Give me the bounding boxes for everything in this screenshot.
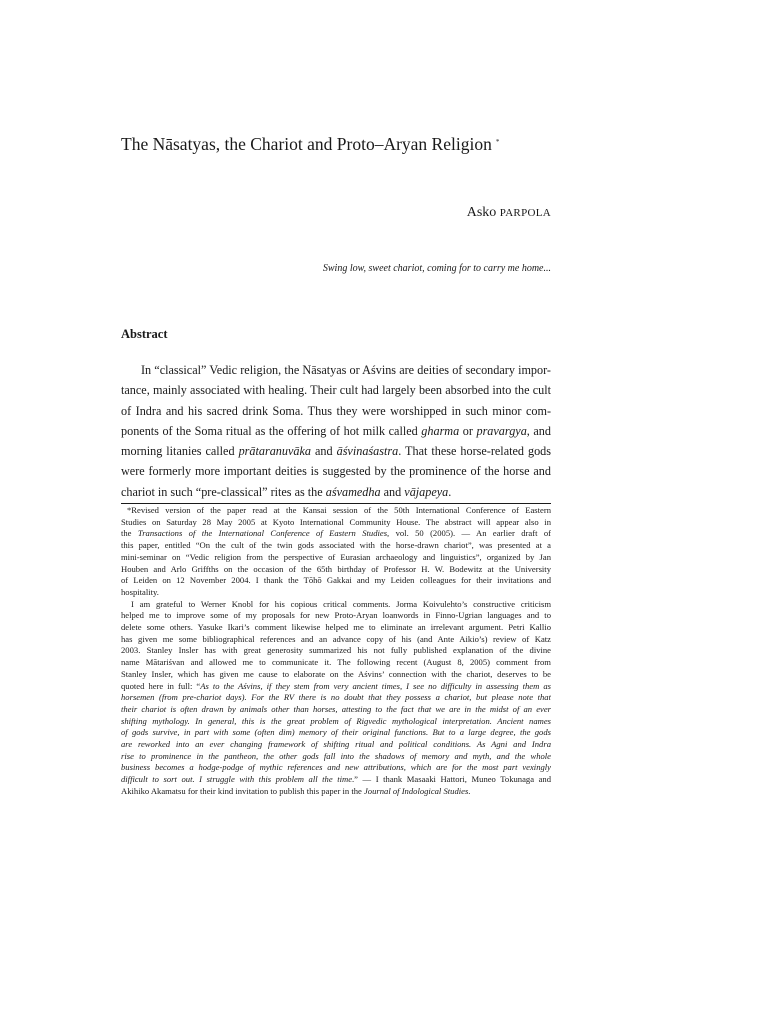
abstract-line bbox=[121, 401, 551, 421]
italic-run: As to the Aśvins, if they stem from very ancient times, I see no difficulty in assessing them as bbox=[200, 680, 551, 691]
footnote-line bbox=[121, 528, 551, 540]
text-run: , and bbox=[526, 423, 551, 438]
abstract-heading: Abstract bbox=[121, 327, 168, 341]
abstract-body bbox=[121, 360, 551, 502]
footnote-line bbox=[121, 681, 551, 693]
italic-run: shifting mythology. In general, this is the great problem of Rigvedic mythological interpretation. Ancient names bbox=[121, 715, 551, 726]
footnote-line bbox=[121, 540, 551, 552]
footnote-line bbox=[121, 727, 551, 739]
italic-run: Journal of Indological Studies bbox=[363, 785, 469, 796]
text-run: and bbox=[311, 444, 337, 459]
text-run: were formerly more important deities is suggested by the prominence of the horse and bbox=[121, 464, 551, 479]
footnote-line bbox=[121, 634, 551, 646]
footnote-line bbox=[121, 587, 551, 599]
text-run: Studies on Saturday 28 May 2005 at Kyoto International Community House. The abstract will appear also in bbox=[121, 516, 551, 527]
abstract-line bbox=[121, 421, 551, 441]
footnote-line bbox=[121, 657, 551, 669]
title-footnote-mark: * bbox=[495, 138, 500, 146]
text-run: tance, mainly associated with healing. Their cult had largely been absorbed into the cult bbox=[121, 383, 551, 398]
text-run: the bbox=[121, 528, 138, 539]
text-run: . That these horse-related gods bbox=[398, 444, 551, 459]
text-run: this paper, entitled “On the cult of the twin gods associated with the horse-drawn chariot”, was presented at a bbox=[121, 540, 551, 551]
italic-run: vājapeya bbox=[404, 484, 449, 499]
text-run: vol. 50 (2005). — An earlier draft of bbox=[389, 528, 551, 539]
text-run: In “classical” Vedic religion, the Nāsatyas or Aśvins are deities of secondary impor- bbox=[141, 363, 551, 377]
text-run: name Mātariśvan and allowed me to communicate it. The following recent (August 8, 2005) comment from bbox=[121, 657, 551, 668]
italic-run: are reworked into an ever changing framework of shifting ritual and political conditions. As Agni and Indra bbox=[121, 739, 551, 750]
footnote-line bbox=[121, 762, 551, 774]
text-run: of Leiden on 12 November 2004. I thank the Tōhō Gakkai and my Leiden colleagues for their invitations and bbox=[121, 575, 551, 586]
italic-run: prātaranuvāka bbox=[238, 444, 312, 459]
text-run: has given me some bibliographical references and an advance copy of his (and Ante Aikio’s) review of Katz bbox=[121, 633, 551, 644]
text-run: Stanley Insler, which has given me cause to elaborate on the Aśvins’ connection with the chariot, deserves to be bbox=[121, 668, 551, 679]
abstract-line bbox=[121, 461, 551, 481]
footnote-line bbox=[121, 739, 551, 751]
paper-title-text: The Nāsatyas, the Chariot and Proto–Aryan Religion bbox=[121, 134, 492, 154]
text-run: quoted here in full: “ bbox=[121, 680, 201, 691]
author-given-name: Asko bbox=[466, 205, 497, 220]
text-run: .” — I thank Masaaki Hattori, Muneo Tokunaga and bbox=[352, 774, 551, 785]
footnote-line bbox=[121, 599, 551, 611]
italic-run: rise to prominence in the pantheon, the other gods fall into the shadows of memory and myth, and the whole bbox=[121, 750, 551, 761]
footnote-line bbox=[121, 692, 551, 704]
italic-run: horsemen (from pre-chariot days). For the RV there is no doubt that they possess a chariot, but please note that bbox=[121, 692, 551, 703]
italic-run: āśvinaśastra bbox=[336, 444, 399, 459]
footnote-line bbox=[121, 669, 551, 681]
footnotes bbox=[121, 503, 551, 798]
text-run: . bbox=[468, 785, 471, 796]
epigraph: Swing low, sweet chariot, coming for to carry me home... bbox=[322, 263, 551, 274]
text-run: *Revised version of the paper read at the Kansai session of the 50th International Conference of Eastern bbox=[127, 505, 551, 515]
abstract-line bbox=[121, 441, 551, 461]
text-run: mini-seminar on “Vedic religion from the perspective of Eurasian archaeology and linguistics”, organized by Jan bbox=[121, 551, 551, 562]
italic-run: business becomes a hodge-podge of mythic references and new attributions, which are for the most part vexingly bbox=[121, 762, 551, 773]
abstract-line bbox=[121, 360, 551, 380]
text-run: or bbox=[459, 423, 477, 438]
footnote-line bbox=[121, 774, 551, 786]
abstract-line bbox=[121, 482, 551, 502]
footnote-line bbox=[121, 505, 551, 517]
text-run: helped me to improve some of my proposals for new Proto-Aryan loanwords in Finno-Ugrian languages and to bbox=[121, 610, 551, 621]
text-run: Akihiko Akamatsu for their kind invitation to publish this paper in the bbox=[121, 785, 364, 796]
footnote-line bbox=[121, 552, 551, 564]
italic-run: their chariot is often drawn by animals other than horses, attesting to the fact that we are in the midst of an ever bbox=[121, 703, 551, 714]
footnote-line bbox=[121, 610, 551, 622]
text-run: morning litanies called bbox=[121, 444, 239, 459]
abstract-line bbox=[121, 380, 551, 400]
text-run: chariot in such “pre-classical” rites as the bbox=[121, 484, 326, 499]
text-run: 2003. Stanley Insler has with great generosity summarized his not fully published explanation of the divine bbox=[121, 645, 551, 656]
text-run: and bbox=[380, 484, 405, 499]
italic-run: of gods survive, in part with some (often dim) memory of their original functions. But to a large degree, the gods bbox=[121, 727, 551, 738]
italic-run: Transactions of the International Conference of Eastern Studies, bbox=[137, 528, 390, 539]
italic-run: gharma bbox=[421, 423, 460, 438]
text-run: hospitality. bbox=[121, 586, 159, 597]
footnote-line bbox=[121, 564, 551, 576]
footnote-line bbox=[121, 704, 551, 716]
italic-run: difficult to sort out. I struggle with this problem all the time bbox=[121, 774, 353, 785]
footnote-line bbox=[121, 716, 551, 728]
footnote-line bbox=[121, 517, 551, 529]
footnote-line bbox=[121, 622, 551, 634]
text-run: of Indra and his sacred drink Soma. Thus they were worshipped in such minor com- bbox=[121, 403, 551, 418]
footnote-line bbox=[121, 786, 551, 798]
text-run: . bbox=[448, 484, 452, 499]
italic-run: pravargya bbox=[476, 423, 527, 438]
paper-title bbox=[121, 134, 499, 155]
footnote-line bbox=[121, 751, 551, 763]
italic-run: aśvamedha bbox=[325, 484, 381, 499]
author-family-name: PARPOLA bbox=[499, 207, 551, 219]
text-run: Houben and Arlo Griffths on the occasion of the 65th birthday of Professor H. W. Bodewitz at the University bbox=[121, 563, 551, 574]
footnote-line bbox=[121, 645, 551, 657]
footnote-line bbox=[121, 575, 551, 587]
text-run: delete some others. Yasuke Ikari’s comment likewise helped me to eliminate an irrelevant argument. Petri Kallio bbox=[121, 622, 551, 633]
author-name bbox=[467, 205, 551, 221]
text-run: I am grateful to Werner Knobl for his copious critical comments. Jorma Koivulehto’s constructive criticism bbox=[131, 598, 551, 609]
text-run: ponents of the Soma ritual as the offering of hot milk called bbox=[121, 423, 422, 438]
